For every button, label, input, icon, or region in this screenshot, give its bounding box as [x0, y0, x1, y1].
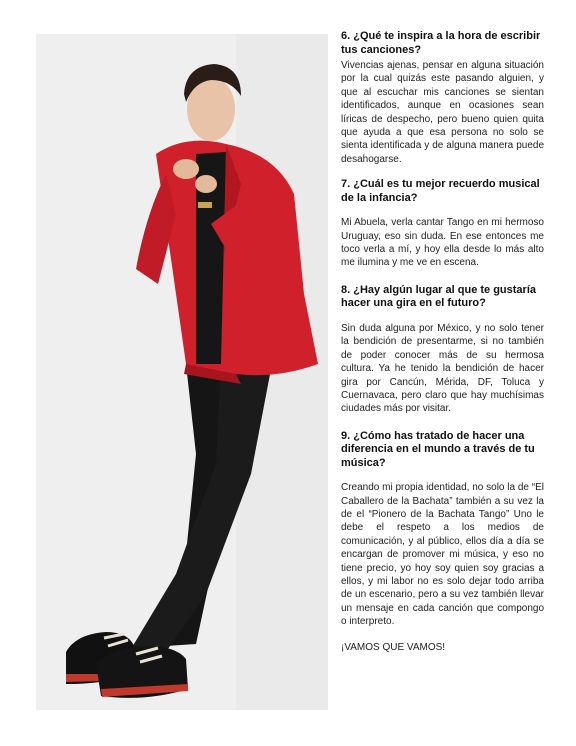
question-6: 6. ¿Qué te inspira a la hora de escribir tus canciones? [341, 30, 541, 56]
answer-8: Sin duda alguna por México, y no solo tener la bendición de presentarme, si no también de poder conocer más de su hermosa cultura. Ya he tenido la bendición de hacer gira por Cancún, Mérida, DF, Toluca y Cuernavaca, pero claro que hay muchísimas ciudades más por visitar. [341, 322, 544, 415]
answer-9: Creando mi propia identidad, no solo la de “El Caballero de la Bachata” también a su vez la de el “Pionero de la Bachata Tango” Uno le debe el respeto a los medios de comunicación, y al público, ellos día a día se encargan de promover mi música, y eso no tiene precio, yo hoy soy quien soy gracias a ellos, y mi labor no es solo dejar todo arriba de un escenario, pero a su vez también llevar un mensaje en cada canción que compongo o interpreto. [341, 482, 544, 628]
question-8: 8. ¿Hay algún lugar al que te gustaría hacer una gira en el futuro? [341, 283, 536, 310]
question-7: 7. ¿Cuál es tu mejor recuerdo musical de la infancia? [341, 178, 540, 204]
answer-7: Mi Abuela, verla cantar Tango en mi hermoso Uruguay, eso sin duda. En ese entonces me toco verla a mí, y hoy ella desde lo más alto me ilumina y me ve en escena. [341, 217, 544, 269]
closing-exclamation: ¡VAMOS QUE VAMOS! [341, 641, 446, 653]
portrait-illustration [36, 34, 328, 710]
portrait-photo [36, 34, 328, 710]
question-9: 9. ¿Cómo has tratado de hacer una diferencia en el mundo a través de tu música? [341, 429, 535, 469]
interview-text-column [341, 30, 544, 654]
answer-6: Vivencias ajenas, pensar en alguna situación por la cual quizás este pasando alguien, y que al escuchar mis canciones se sientan identificados, aunque en ocasiones sean líricas de despecho, pero bueno quien quita que ayuda a que esa persona no solo se sienta identificada y de alguna manera puede desahogarse. [341, 60, 544, 165]
